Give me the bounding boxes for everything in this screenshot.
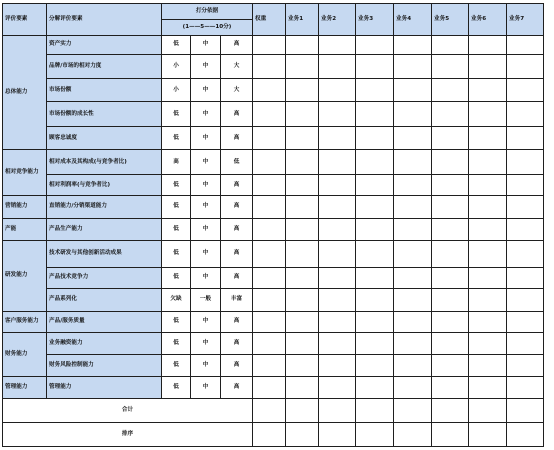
competitor-score-cell[interactable]: [356, 79, 394, 102]
category-cell: 研发能力: [3, 240, 47, 311]
competitor-score-cell[interactable]: [469, 79, 507, 102]
score-level-cell: 低: [162, 355, 191, 377]
competitor-score-cell[interactable]: [356, 333, 394, 355]
competitor-total-cell[interactable]: [319, 398, 356, 422]
competitor-total-cell[interactable]: [432, 398, 469, 422]
weight-cell[interactable]: [253, 35, 286, 55]
competitor-score-cell[interactable]: [286, 55, 319, 79]
score-level-cell: 丰富: [221, 288, 253, 311]
competitor-score-cell[interactable]: [394, 35, 432, 55]
competitor-score-cell[interactable]: [507, 288, 544, 311]
competitor-score-cell[interactable]: [507, 267, 544, 288]
weight-total-cell[interactable]: [253, 398, 286, 422]
competitor-score-cell[interactable]: [469, 288, 507, 311]
competitor-score-cell[interactable]: [469, 175, 507, 196]
competitor-score-cell[interactable]: [286, 127, 319, 150]
category-cell: 相对竞争能力: [3, 150, 47, 196]
competitor-score-cell[interactable]: [507, 175, 544, 196]
weight-cell[interactable]: [253, 355, 286, 377]
score-level-cell: 中: [191, 102, 221, 127]
competitor-score-cell[interactable]: [286, 79, 319, 102]
table-row: [3, 267, 554, 288]
table-row: [3, 127, 554, 150]
category-cell: 财务能力: [3, 333, 47, 377]
competitor-score-cell[interactable]: [319, 102, 356, 127]
competitor-total-cell[interactable]: [356, 398, 394, 422]
subcategory-cell: 顾客忠诚度: [47, 127, 162, 150]
score-level-cell: 中: [191, 333, 221, 355]
competitor-score-cell[interactable]: [356, 311, 394, 333]
header-row: [3, 4, 554, 20]
score-level-cell: 中: [191, 195, 221, 218]
competitor-score-cell[interactable]: [319, 79, 356, 102]
category-cell: 产能: [3, 218, 47, 240]
competitor-score-cell[interactable]: [507, 102, 544, 127]
subcategory-cell: 直销能力/分销渠道能力: [47, 195, 162, 218]
score-level-cell: 小: [162, 55, 191, 79]
competitor-score-cell[interactable]: [286, 311, 319, 333]
competitor-score-cell[interactable]: [319, 377, 356, 399]
score-level-cell: 小: [162, 79, 191, 102]
competitor-score-cell[interactable]: [319, 288, 356, 311]
category-cell: 管理能力: [3, 377, 47, 399]
competitor-score-cell[interactable]: [286, 333, 319, 355]
competitor-score-cell[interactable]: [432, 288, 469, 311]
competitor-score-cell[interactable]: [507, 79, 544, 102]
competitor-score-cell[interactable]: [394, 218, 432, 240]
competitor-score-cell[interactable]: [319, 240, 356, 267]
table-row: [3, 79, 554, 102]
table-row: [3, 355, 554, 377]
competitor-score-cell[interactable]: [394, 377, 432, 399]
table-row: [3, 195, 554, 218]
score-level-cell: 高: [221, 355, 253, 377]
competitor-score-cell[interactable]: [319, 333, 356, 355]
competitor-score-cell[interactable]: [507, 355, 544, 377]
score-level-cell: 欠缺: [162, 288, 191, 311]
competitor-score-cell[interactable]: [286, 150, 319, 175]
score-level-cell: 高: [221, 218, 253, 240]
subcategory-cell: 技术研发与其他创新活动成果: [47, 240, 162, 267]
score-level-cell: 中: [191, 175, 221, 196]
subcategory-cell: 品牌/市场的相对力度: [47, 55, 162, 79]
competitor-score-cell[interactable]: [356, 35, 394, 55]
competitor-score-cell[interactable]: [469, 102, 507, 127]
table-body: [3, 4, 554, 447]
competitor-score-cell[interactable]: [286, 175, 319, 196]
score-level-cell: 高: [162, 150, 191, 175]
score-level-cell: 大: [221, 79, 253, 102]
subcategory-cell: 产品技术竞争力: [47, 267, 162, 288]
score-level-cell: 高: [221, 333, 253, 355]
competitor-score-cell[interactable]: [394, 355, 432, 377]
competitor-total-cell[interactable]: [469, 398, 507, 422]
score-level-cell: 中: [191, 218, 221, 240]
competitor-rank-cell[interactable]: [394, 422, 432, 446]
competitor-score-cell[interactable]: [356, 175, 394, 196]
score-level-cell: 低: [221, 150, 253, 175]
table-row: [3, 311, 554, 333]
competitor-score-cell[interactable]: [432, 127, 469, 150]
competitor-score-cell[interactable]: [319, 150, 356, 175]
competitor-rank-cell[interactable]: [286, 422, 319, 446]
competitor-score-cell[interactable]: [469, 267, 507, 288]
competitor-score-cell[interactable]: [356, 377, 394, 399]
evaluation-table: [2, 3, 554, 447]
weight-cell[interactable]: [253, 311, 286, 333]
score-level-cell: 低: [162, 267, 191, 288]
competitor-score-cell[interactable]: [286, 267, 319, 288]
score-level-cell: 中: [191, 35, 221, 55]
score-level-cell: 高: [221, 240, 253, 267]
subcategory-cell: 市场份额: [47, 79, 162, 102]
subcategory-cell: 产品系列化: [47, 288, 162, 311]
score-level-cell: 低: [162, 35, 191, 55]
table-row: [3, 150, 554, 175]
competitor-score-cell[interactable]: [394, 240, 432, 267]
score-level-cell: 低: [162, 102, 191, 127]
subcategory-cell: 相对成本及其构成(与竞争者比): [47, 150, 162, 175]
score-level-cell: 中: [191, 240, 221, 267]
competitor-score-cell[interactable]: [319, 55, 356, 79]
competitor-score-cell[interactable]: [286, 240, 319, 267]
table-row: [3, 55, 554, 79]
subcategory-cell: 业务融资能力: [47, 333, 162, 355]
competitor-score-cell[interactable]: [394, 150, 432, 175]
weight-cell[interactable]: [253, 175, 286, 196]
subcategory-cell: 产品/服务质量: [47, 311, 162, 333]
score-level-cell: 高: [221, 267, 253, 288]
table-row: [3, 240, 554, 267]
competitor-score-cell[interactable]: [286, 377, 319, 399]
header-category: 评价要素: [3, 4, 47, 36]
header-competitor: 业务3: [356, 4, 394, 36]
weight-cell[interactable]: [253, 267, 286, 288]
competitor-score-cell[interactable]: [356, 195, 394, 218]
competitor-total-cell[interactable]: [394, 398, 432, 422]
competitor-score-cell[interactable]: [432, 240, 469, 267]
header-competitor: 业务7: [507, 4, 544, 36]
total-row: [3, 398, 554, 422]
subcategory-cell: 资产实力: [47, 35, 162, 55]
score-level-cell: 高: [221, 35, 253, 55]
competitor-score-cell[interactable]: [394, 195, 432, 218]
competitor-score-cell[interactable]: [432, 267, 469, 288]
competitor-score-cell[interactable]: [432, 35, 469, 55]
competitor-score-cell[interactable]: [469, 377, 507, 399]
score-level-cell: 低: [162, 127, 191, 150]
competitor-score-cell[interactable]: [394, 311, 432, 333]
score-level-cell: 中: [191, 267, 221, 288]
competitor-score-cell[interactable]: [394, 127, 432, 150]
weight-cell[interactable]: [253, 195, 286, 218]
competitor-rank-cell[interactable]: [356, 422, 394, 446]
weight-cell[interactable]: [253, 218, 286, 240]
table-row: [3, 175, 554, 196]
competitor-score-cell[interactable]: [356, 355, 394, 377]
table-row: [3, 102, 554, 127]
table-row: [3, 377, 554, 399]
subcategory-cell: 管理能力: [47, 377, 162, 399]
competitor-score-cell[interactable]: [319, 175, 356, 196]
competitor-score-cell[interactable]: [469, 311, 507, 333]
competitor-score-cell[interactable]: [394, 102, 432, 127]
competitor-score-cell[interactable]: [432, 311, 469, 333]
score-level-cell: 中: [191, 150, 221, 175]
competitor-score-cell[interactable]: [507, 311, 544, 333]
table-row: [3, 218, 554, 240]
weight-rank-cell[interactable]: [253, 422, 286, 446]
weight-cell[interactable]: [253, 377, 286, 399]
competitor-score-cell[interactable]: [469, 127, 507, 150]
subcategory-cell: 相对利润率(与竞争者比): [47, 175, 162, 196]
competitor-score-cell[interactable]: [394, 333, 432, 355]
table-row: [3, 35, 554, 55]
competitor-score-cell[interactable]: [319, 195, 356, 218]
competitor-score-cell[interactable]: [469, 218, 507, 240]
weight-cell[interactable]: [253, 333, 286, 355]
header-competitor: 业务6: [469, 4, 507, 36]
score-level-cell: 低: [162, 240, 191, 267]
competitor-score-cell[interactable]: [432, 55, 469, 79]
competitor-score-cell[interactable]: [432, 218, 469, 240]
competitor-score-cell[interactable]: [507, 218, 544, 240]
weight-cell[interactable]: [253, 150, 286, 175]
weight-cell[interactable]: [253, 288, 286, 311]
subcategory-cell: 产品生产能力: [47, 218, 162, 240]
competitor-score-cell[interactable]: [356, 240, 394, 267]
competitor-score-cell[interactable]: [469, 35, 507, 55]
score-level-cell: 高: [221, 102, 253, 127]
competitor-score-cell[interactable]: [432, 355, 469, 377]
competitor-score-cell[interactable]: [319, 127, 356, 150]
weight-cell[interactable]: [253, 102, 286, 127]
competitor-score-cell[interactable]: [356, 150, 394, 175]
competitor-score-cell[interactable]: [319, 355, 356, 377]
score-level-cell: 中: [191, 311, 221, 333]
competitor-score-cell[interactable]: [319, 311, 356, 333]
competitor-rank-cell[interactable]: [469, 422, 507, 446]
total-label: 合计: [3, 398, 253, 422]
competitor-score-cell[interactable]: [507, 127, 544, 150]
competitor-score-cell[interactable]: [469, 355, 507, 377]
competitor-score-cell[interactable]: [432, 195, 469, 218]
header-score: 打分依据: [162, 4, 253, 20]
competitor-score-cell[interactable]: [507, 240, 544, 267]
competitor-score-cell[interactable]: [432, 102, 469, 127]
competitor-score-cell[interactable]: [394, 55, 432, 79]
competitor-score-cell[interactable]: [286, 355, 319, 377]
competitor-score-cell[interactable]: [507, 333, 544, 355]
score-level-cell: 低: [162, 195, 191, 218]
competitor-score-cell[interactable]: [507, 150, 544, 175]
competitor-rank-cell[interactable]: [432, 422, 469, 446]
competitor-total-cell[interactable]: [507, 398, 544, 422]
competitor-rank-cell[interactable]: [319, 422, 356, 446]
weight-cell[interactable]: [253, 55, 286, 79]
competitor-score-cell[interactable]: [286, 288, 319, 311]
competitor-score-cell[interactable]: [507, 35, 544, 55]
competitor-score-cell[interactable]: [319, 35, 356, 55]
competitor-score-cell[interactable]: [469, 150, 507, 175]
competitor-score-cell[interactable]: [394, 288, 432, 311]
score-level-cell: 中: [191, 55, 221, 79]
competitor-score-cell[interactable]: [286, 35, 319, 55]
competitor-score-cell[interactable]: [319, 267, 356, 288]
competitor-score-cell[interactable]: [356, 288, 394, 311]
subcategory-cell: 市场份额的成长性: [47, 102, 162, 127]
competitor-score-cell[interactable]: [394, 79, 432, 102]
table-row: [3, 288, 554, 311]
score-level-cell: 大: [221, 55, 253, 79]
competitor-score-cell[interactable]: [507, 195, 544, 218]
competitor-score-cell[interactable]: [469, 195, 507, 218]
score-level-cell: 高: [221, 195, 253, 218]
score-level-cell: 一般: [191, 288, 221, 311]
header-competitor: 业务1: [286, 4, 319, 36]
competitor-score-cell[interactable]: [319, 218, 356, 240]
category-cell: 营销能力: [3, 195, 47, 218]
score-level-cell: 中: [191, 79, 221, 102]
competitor-score-cell[interactable]: [394, 267, 432, 288]
competitor-score-cell[interactable]: [286, 195, 319, 218]
weight-cell[interactable]: [253, 240, 286, 267]
score-level-cell: 低: [162, 218, 191, 240]
header-subcategory: 分解评价要素: [47, 4, 162, 36]
table-row: [3, 333, 554, 355]
header-competitor: 业务2: [319, 4, 356, 36]
competitor-rank-cell[interactable]: [507, 422, 544, 446]
score-level-cell: 高: [221, 377, 253, 399]
competitor-score-cell[interactable]: [356, 218, 394, 240]
competitor-score-cell[interactable]: [356, 267, 394, 288]
score-level-cell: 低: [162, 333, 191, 355]
competitor-score-cell[interactable]: [469, 240, 507, 267]
header-competitor: 业务4: [394, 4, 432, 36]
competitor-score-cell[interactable]: [432, 333, 469, 355]
score-level-cell: 低: [162, 175, 191, 196]
score-scale: (1——5——10分): [162, 20, 253, 35]
score-level-cell: 高: [221, 127, 253, 150]
competitor-score-cell[interactable]: [394, 175, 432, 196]
score-level-cell: 中: [191, 127, 221, 150]
score-level-cell: 低: [162, 311, 191, 333]
competitor-score-cell[interactable]: [507, 55, 544, 79]
competitor-score-cell[interactable]: [432, 377, 469, 399]
score-level-cell: 中: [191, 377, 221, 399]
rank-label: 排序: [3, 422, 253, 446]
competitor-score-cell[interactable]: [432, 150, 469, 175]
competitor-score-cell[interactable]: [356, 55, 394, 79]
weight-cell[interactable]: [253, 79, 286, 102]
header-weight: 权重: [253, 4, 286, 36]
header-competitor: 业务5: [432, 4, 469, 36]
competitor-score-cell[interactable]: [286, 102, 319, 127]
competitor-total-cell[interactable]: [286, 398, 319, 422]
competitor-score-cell[interactable]: [507, 377, 544, 399]
category-cell: 客户服务能力: [3, 311, 47, 333]
weight-cell[interactable]: [253, 127, 286, 150]
score-level-cell: 高: [221, 175, 253, 196]
competitor-score-cell[interactable]: [469, 333, 507, 355]
competitor-score-cell[interactable]: [469, 55, 507, 79]
subcategory-cell: 财务风险控制能力: [47, 355, 162, 377]
competitor-score-cell[interactable]: [432, 79, 469, 102]
score-level-cell: 低: [162, 377, 191, 399]
category-cell: 总体能力: [3, 35, 47, 150]
competitor-score-cell[interactable]: [356, 102, 394, 127]
competitor-score-cell[interactable]: [432, 175, 469, 196]
score-level-cell: 高: [221, 311, 253, 333]
score-level-cell: 中: [191, 355, 221, 377]
rank-row: [3, 422, 554, 446]
competitor-score-cell[interactable]: [286, 218, 319, 240]
competitor-score-cell[interactable]: [356, 127, 394, 150]
